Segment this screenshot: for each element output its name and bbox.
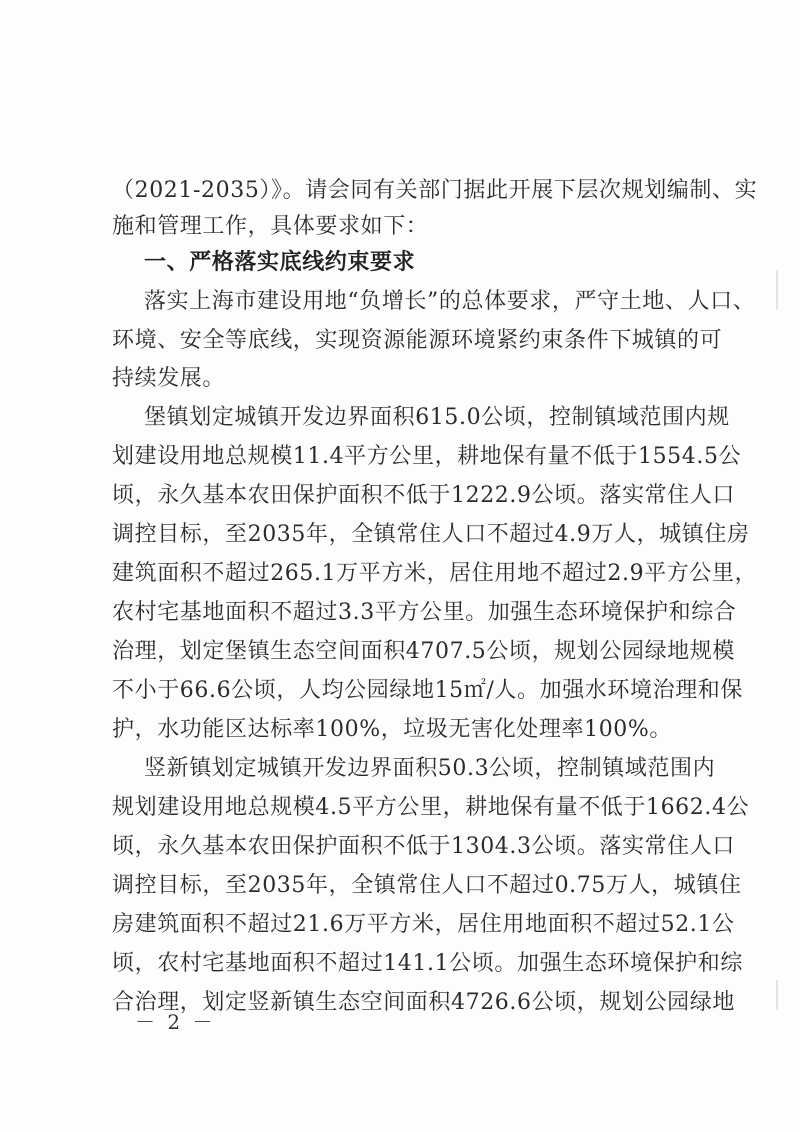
text-line: 房建筑面积不超过21.6万平方米，居住用地面积不超过52.1公 xyxy=(112,912,735,937)
text-line: 竖新镇划定城镇开发边界面积50.3公顷，控制镇域范围内 xyxy=(144,756,716,781)
text-line: 顷，永久基本农田保护面积不低于1304.3公顷。落实常住人口 xyxy=(112,834,735,859)
text-line: 合治理，划定竖新镇生态空间面积4726.6公顷，规划公园绿地 xyxy=(112,990,735,1015)
text-line: 施和管理工作，具体要求如下： xyxy=(112,214,429,239)
text-line: 顷，农村宅基地面积不超过141.1公顷。加强生态环境保护和综 xyxy=(112,951,743,976)
scan-artifact xyxy=(776,270,778,310)
text-line: （2021-2035）》。请会同有关部门据此开展下层次规划编制、实 xyxy=(112,178,758,203)
text-line: 环境、安全等底线，实现资源能源环境紧约束条件下城镇的可 xyxy=(112,328,723,353)
text-line: 护，水功能区达标率100%，垃圾无害化处理率100%。 xyxy=(112,717,672,742)
text-line: 划建设用地总规模11.4平方公里，耕地保有量不低于1554.5公 xyxy=(112,444,742,469)
text-line: 农村宅基地面积不超过3.3平方公里。加强生态环境保护和综合 xyxy=(112,600,737,625)
text-line: 治理，划定堡镇生态空间面积4707.5公顷，规划公园绿地规模 xyxy=(112,639,735,664)
section-heading: 一、严格落实底线约束要求 xyxy=(144,250,416,275)
text-line: 调控目标，至2035年，全镇常住人口不超过0.75万人，城镇住 xyxy=(112,873,742,898)
scan-artifact xyxy=(776,980,778,1010)
text-line: 堡镇划定城镇开发边界面积615.0公顷，控制镇域范围内规 xyxy=(144,405,730,430)
page-number: － 2 － xyxy=(135,1010,216,1034)
text-line: 调控目标，至2035年，全镇常住人口不超过4.9万人，城镇住房 xyxy=(112,522,750,547)
text-line: 顷，永久基本农田保护面积不低于1222.9公顷。落实常住人口 xyxy=(112,483,735,508)
text-line: 建筑面积不超过265.1万平方米，居住用地不超过2.9平方公里， xyxy=(112,561,758,586)
text-line: 落实上海市建设用地“负增长”的总体要求，严守土地、人口、 xyxy=(144,289,756,314)
text-line: 规划建设用地总规模4.5平方公里，耕地保有量不低于1662.4公 xyxy=(112,795,750,820)
text-line: 不小于66.6公顷，人均公园绿地15㎡/人。加强水环境治理和保 xyxy=(112,678,743,703)
text-line: 持续发展。 xyxy=(112,366,226,391)
